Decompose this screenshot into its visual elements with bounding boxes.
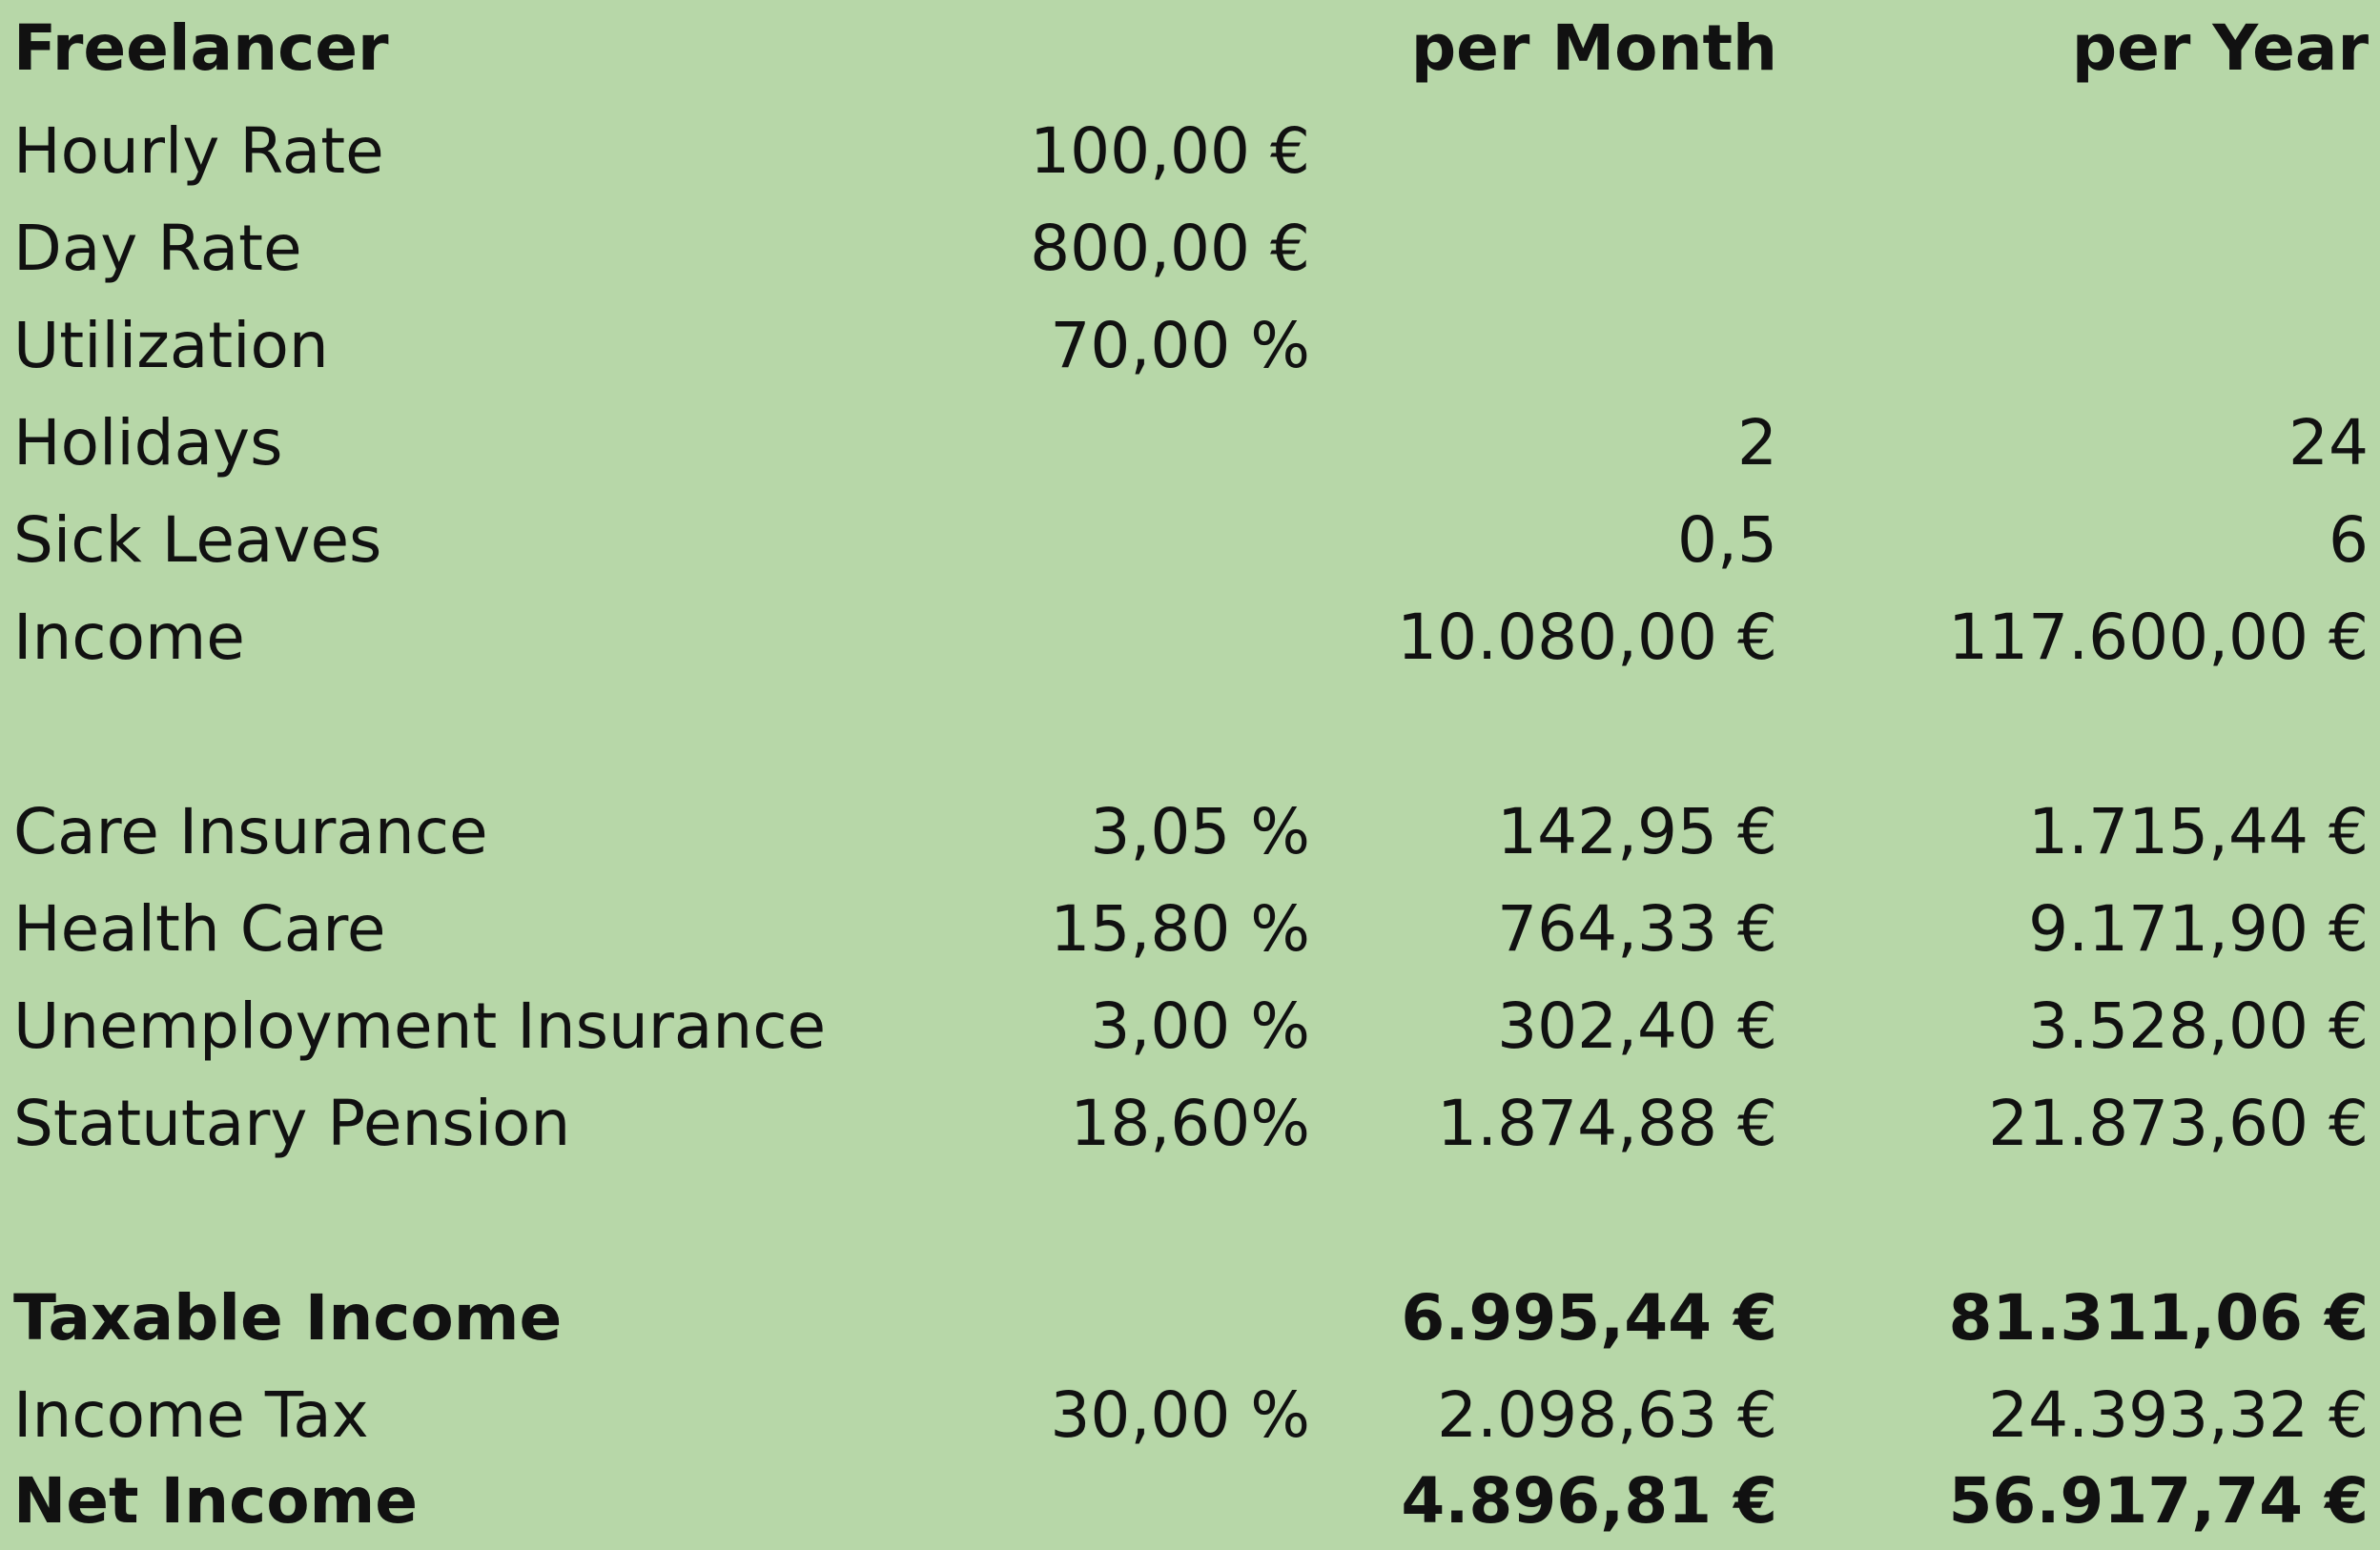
row-care-insurance [0,784,2380,881]
month-value: 302,40 € [1497,989,1777,1063]
row-label: Hourly Rate [13,114,384,188]
sheet-title: Freelancer [13,11,389,85]
month-value: 10.080,00 € [1397,601,1777,674]
row-label: Income Tax [13,1378,369,1452]
month-value: 0,5 [1677,503,1777,577]
row-sick-leaves [0,492,2380,589]
percentage-value: 3,00 % [1090,989,1310,1063]
row-holidays [0,395,2380,492]
percentage-value: 3,05 % [1090,795,1310,868]
row-label: Health Care [13,892,386,966]
row-label: Utilization [13,309,329,382]
rate-value: 100,00 € [1030,114,1310,188]
month-value: 1.874,88 € [1437,1087,1777,1160]
year-value: 6 [2329,503,2369,577]
row-utilization [0,297,2380,395]
percentage-value: 70,00 % [1050,309,1310,382]
year-value: 24.393,32 € [1988,1378,2369,1452]
row-label: Day Rate [13,212,302,285]
row-label: Care Insurance [13,795,488,868]
year-value: 81.311,06 € [1948,1281,2369,1355]
month-value: 2.098,63 € [1437,1378,1777,1452]
row-net-income [0,1453,2380,1550]
row-hourly-rate [0,103,2380,200]
row-label: Taxable Income [13,1281,563,1355]
percentage-value: 15,80 % [1050,892,1310,966]
month-value: 6.995,44 € [1401,1281,1777,1355]
column-header-per-year: per Year [2071,11,2369,85]
year-value: 24 [2288,406,2369,479]
percentage-value: 30,00 % [1050,1378,1310,1452]
month-value: 142,95 € [1497,795,1777,868]
percentage-value: 18,60% [1070,1087,1310,1160]
column-header-per-month: per Month [1410,11,1777,85]
row-taxable-income [0,1270,2380,1367]
row-label: Unemployment Insurance [13,989,827,1063]
year-value: 56.917,74 € [1948,1464,2369,1538]
row-health-care [0,881,2380,978]
row-label: Statutary Pension [13,1087,571,1160]
year-value: 117.600,00 € [1948,601,2369,674]
year-value: 9.171,90 € [2028,892,2369,966]
row-label: Holidays [13,406,283,479]
row-day-rate [0,200,2380,297]
row-label: Sick Leaves [13,503,382,577]
header-row [0,0,2380,97]
row-income-tax [0,1367,2380,1464]
row-unemployment-insurance [0,978,2380,1075]
year-value: 1.715,44 € [2028,795,2369,868]
row-statutary-pension [0,1075,2380,1173]
month-value: 764,33 € [1497,892,1777,966]
year-value: 3.528,00 € [2028,989,2369,1063]
row-income [0,589,2380,686]
row-label: Net Income [13,1464,419,1538]
row-label: Income [13,601,245,674]
month-value: 4.896,81 € [1401,1464,1777,1538]
rate-value: 800,00 € [1030,212,1310,285]
month-value: 2 [1737,406,1777,479]
year-value: 21.873,60 € [1988,1087,2369,1160]
